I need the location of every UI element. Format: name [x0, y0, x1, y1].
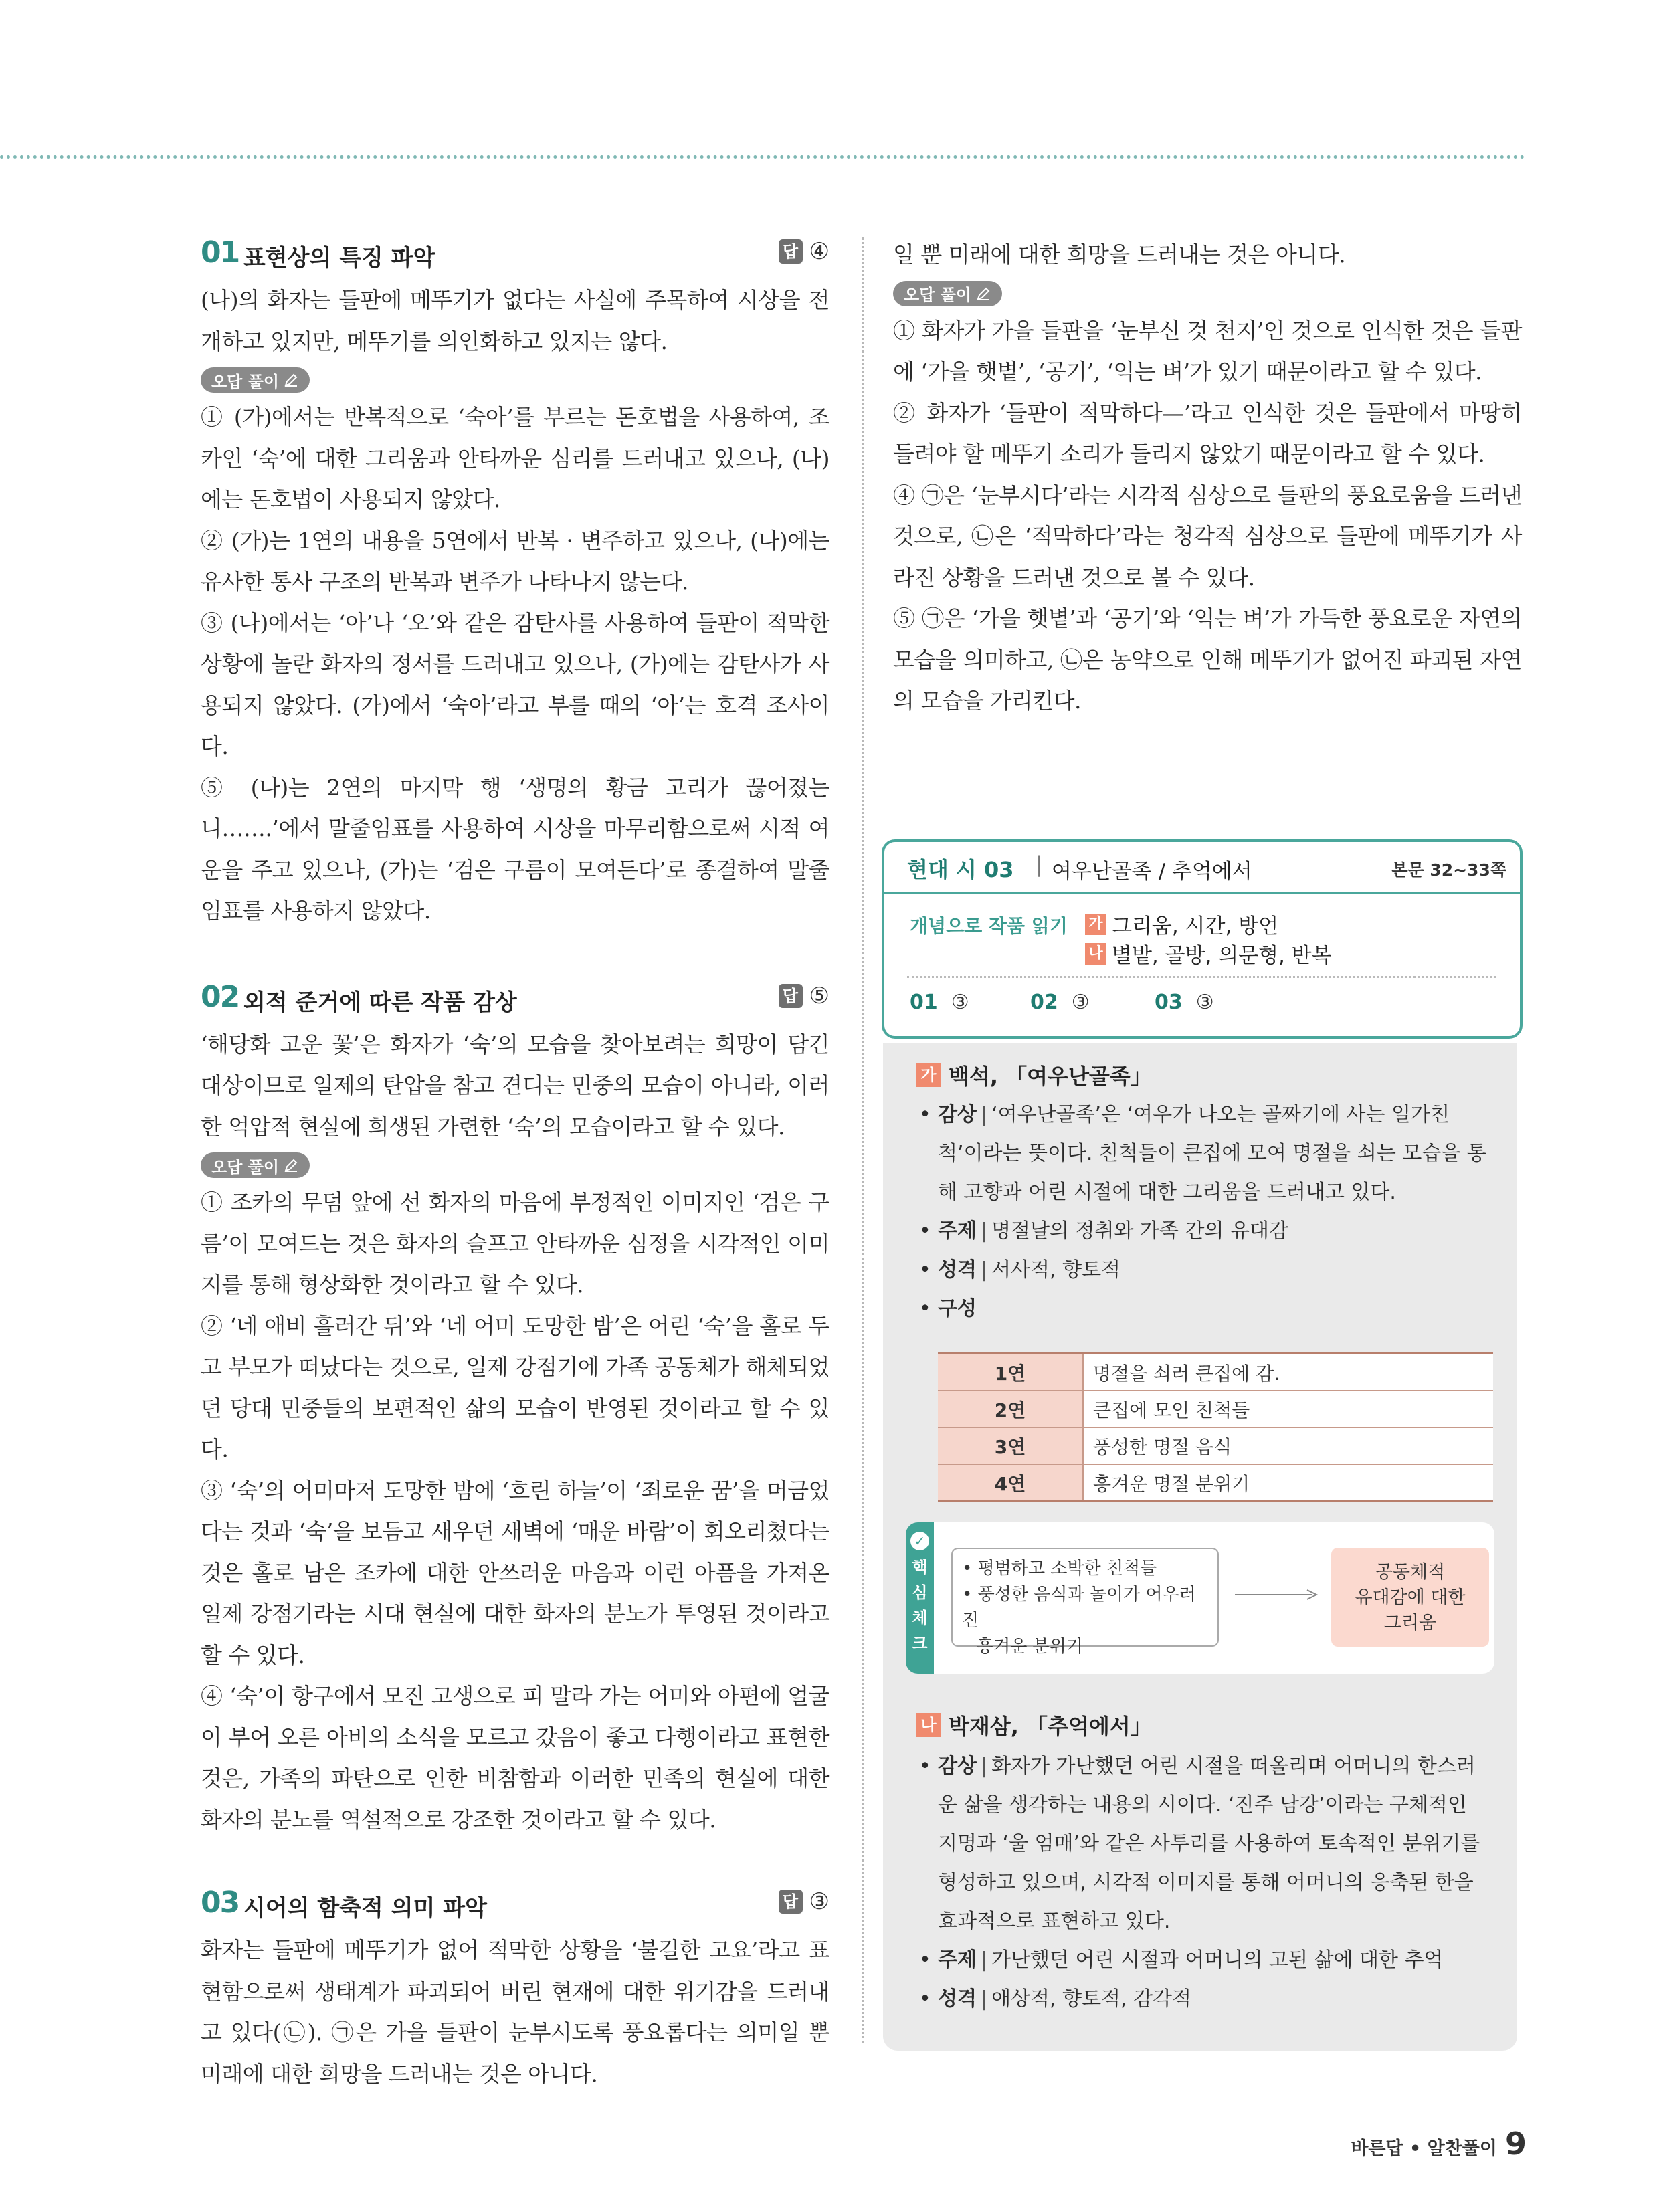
- bullet-text: ‘여우난골족’은 ‘여우가 나오는 골짜기에 사는 일가친척’이라는 뜻이다. 친척들이 큰집에 모여 명절을 쇠는 모습을 통해 고향과 어린 시절에 대한 그리움을 드러내고 있다.: [938, 1103, 1486, 1204]
- answer-num: 01: [910, 991, 938, 1014]
- q1-answer: [779, 238, 830, 265]
- bullet-key: 성격: [938, 1258, 977, 1282]
- concept-row-b: [1085, 938, 1332, 969]
- stanza-content: 풍성한 명절 음식: [1083, 1427, 1493, 1464]
- panel-separator: |: [1036, 851, 1043, 877]
- answer-num: 02: [1030, 991, 1058, 1014]
- q3-answer-value: ③: [809, 1888, 830, 1915]
- q3-wrong-2: ② 화자가 ‘들판이 적막하다—’라고 인식한 것은 들판에서 마땅히 들려야 할 메뚜기 소리가 들리지 않았기 때문이라고 할 수 있다.: [893, 399, 1522, 467]
- poem-b-theme: • 주제 | 가난했던 어린 시절과 어머니의 고된 삶에 대한 추억: [919, 1948, 1444, 1972]
- q1-title: 표현상의 특징 파악: [243, 245, 435, 272]
- q1-explanation: (나)의 화자는 들판에 메뚜기가 없다는 사실에 주목하여 시상을 전개하고 있지만, 메뚜기를 의인화하고 있지는 않다.: [201, 287, 830, 355]
- q2-wrong-1: ① 조카의 무덤 앞에 선 화자의 마음에 부정적인 이미지인 ‘검은 구름’이 모여드는 것은 화자의 슬프고 안타까운 심정을 시각적인 이미지를 통해 형상화한 것이라고 할 수 있다.: [201, 1189, 830, 1298]
- poem-b-title: 박재삼, 「추억에서」: [949, 1714, 1152, 1739]
- bullet-key: 감상: [938, 1103, 977, 1126]
- panel-answer-1: [910, 991, 969, 1014]
- concept-text-b: 별밭, 골방, 의문형, 반복: [1112, 944, 1332, 968]
- panel-title-bar: [884, 842, 1520, 894]
- q2-wrong-4: ④ ‘숙’이 항구에서 모진 고생으로 피 말라 가는 어미와 아편에 얼굴이 부어 오른 아비의 소식을 모르고 갔음이 좋고 다행이라고 표현한 것은, 가족의 파탄으로 인한 비참함과 이러한 민족의 현실에 대한 화자의 분노를 역설적으로 강조한 것이라고 할 수 있다.: [201, 1683, 830, 1833]
- panel-pages: 본문 32~33쪽: [1391, 860, 1506, 880]
- core-right-line: 유대감에 대한: [1355, 1587, 1466, 1608]
- bullet-text: 화자가 가난했던 어린 시절을 떠올리며 어머니의 한스러운 삶을 생각하는 내용의 시이다. ‘진주 남강’이라는 구체적인 지명과 ‘울 엄매’와 같은 사투리를 사용하여 토속적인 분위기를 형성하고 있으며, 시각적 이미지를 통해 어머니의 응축된 한을 효과적으로 표현하고 있다.: [938, 1754, 1480, 1933]
- answer-badge: 답: [779, 239, 803, 264]
- wrong-answer-label: 오답 풀이: [211, 1157, 280, 1177]
- q1-wrong-3: ③ (나)에서는 ‘아’나 ‘오’와 같은 감탄사를 사용하여 들판이 적막한 상황에 놀란 화자의 정서를 드러내고 있으나, (가)에는 감탄사가 사용되지 않았다. (가)에서 ‘숙아’라고 부를 때의 ‘아’는 호격 조사이다.: [201, 609, 830, 759]
- wrong-answer-badge: [893, 281, 1002, 306]
- panel-poems: 여우난골족 / 추억에서: [1052, 860, 1252, 884]
- q1-answer-value: ④: [809, 238, 830, 265]
- panel-label: 현대 시 03: [907, 857, 1014, 882]
- stanza-label: 2연: [938, 1391, 1083, 1427]
- q2-answer-value: ⑤: [809, 982, 830, 1009]
- core-check-box: [906, 1522, 1494, 1674]
- q3-wrong-1: ① 화자가 가을 들판을 ‘눈부신 것 천지’인 것으로 인식한 것은 들판에 ‘가을 햇볕’, ‘공기’, ‘익는 벼’가 있기 때문이라고 할 수 있다.: [893, 317, 1522, 385]
- q3-title: 시어의 함축적 의미 파악: [243, 1895, 487, 1922]
- panel-answer-2: [1030, 991, 1090, 1014]
- tag-na: 나: [1085, 943, 1106, 965]
- panel-divider: [907, 976, 1496, 978]
- pencil-icon: [283, 1157, 299, 1173]
- stanza-label: 4연: [938, 1464, 1083, 1502]
- poem-b-appreciation: • 감상 | 화자가 가난했던 어린 시절을 떠올리며 어머니의 한스러운 삶을 생각하는 내용의 시이다. ‘진주 남강’이라는 구체적인 지명과 ‘울 엄매’와 같은 사투리를 사용하여 토속적인 분위기를 형성하고 있으며, 시각적 이미지를 통해 어머니의 응축된 한을 효과적으로 표현하고 있다.: [919, 1754, 1480, 1933]
- core-left-line: 흥겨운 분위기: [977, 1637, 1083, 1657]
- page-footer: [1351, 2126, 1527, 2162]
- right-column: [893, 234, 1522, 722]
- page-number: 9: [1504, 2126, 1527, 2162]
- core-check-label: [906, 1522, 934, 1674]
- stanza-content: 명절을 쇠러 큰집에 감.: [1083, 1354, 1493, 1391]
- q3-number: 03: [201, 1886, 239, 1920]
- footer-title: 바른답 • 알찬풀이: [1351, 2138, 1497, 2159]
- core-label-char: 핵: [912, 1558, 928, 1577]
- q3-explanation-continued: 일 뿐 미래에 대한 희망을 드러내는 것은 아니다.: [893, 241, 1346, 268]
- q2-explanation: ‘해당화 고운 꽃’은 화자가 ‘숙’의 모습을 찾아보려는 희망이 담긴 대상이므로 일제의 탄압을 참고 견디는 민중의 모습이 아니라, 이러한 억압적 현실에 희생된 가련한 ‘숙’의 모습이라고 할 수 있다.: [201, 1031, 830, 1140]
- pencil-icon: [975, 286, 991, 302]
- core-label-char: 크: [912, 1634, 928, 1653]
- core-left-line: • 평범하고 소박한 친척들: [962, 1559, 1157, 1579]
- bullet-text: 애상적, 향토적, 감각적: [991, 1987, 1192, 2011]
- stanza-content: 큰집에 모인 친척들: [1083, 1391, 1493, 1427]
- table-row: [938, 1391, 1493, 1427]
- core-right-box: [1331, 1548, 1489, 1647]
- poem-a-theme: • 주제 | 명절날의 정취와 가족 간의 유대감: [919, 1219, 1288, 1243]
- q1-wrong-2: ② (가)는 1연의 내용을 5연에서 반복 · 변주하고 있으나, (나)에는 유사한 통사 구조의 반복과 변주가 나타나지 않는다.: [201, 527, 830, 595]
- q3-explanation: 화자는 들판에 메뚜기가 없어 적막한 상황을 ‘불길한 고요’라고 표현함으로써 생태계가 파괴되어 버린 현재에 대한 위기감을 드러내고 있다(㉡). ㉠은 가을 들판이 눈부시도록 풍요롭다는 의미일 뿐 미래에 대한 희망을 드러내는 것은 아니다.: [201, 1937, 830, 2087]
- tag-ga: 가: [1085, 914, 1106, 935]
- bullet-key: 구성: [938, 1297, 977, 1320]
- structure-table: [938, 1352, 1493, 1502]
- q3-answer: [779, 1888, 830, 1915]
- panel-answer-3: [1155, 991, 1214, 1014]
- core-label-char: 체: [912, 1609, 928, 1627]
- bullet-key: 주제: [938, 1948, 977, 1972]
- answer-val: ③: [951, 991, 969, 1014]
- poem-a-bullets: [916, 1096, 1492, 1328]
- poem-a-header: [916, 1060, 1152, 1090]
- q1-header: [201, 234, 830, 280]
- concept-text-a: 그리움, 시간, 방언: [1112, 914, 1279, 938]
- answer-badge: 답: [779, 1890, 803, 1914]
- core-right-line: 공동체적: [1375, 1562, 1446, 1583]
- q1-number: 01: [201, 235, 239, 270]
- answer-num: 03: [1155, 991, 1183, 1014]
- q2-wrong-3: ③ ‘숙’의 어미마저 도망한 밤에 ‘흐린 하늘’이 ‘죄로운 꿈’을 머금었다는 것과 ‘숙’을 보듬고 새우던 새벽에 ‘매운 바람’이 회오리쳤다는 것은 홀로 남은 조카에 대한 안쓰러운 마음과 이런 아픔을 가져온 일제 강점기라는 시대 현실에 대한 화자의 분노가 투영된 것이라고 할 수 있다.: [201, 1477, 830, 1668]
- bullet-text: 서사적, 향토적: [991, 1258, 1121, 1282]
- pencil-icon: [283, 372, 299, 388]
- answer-val: ③: [1071, 991, 1090, 1014]
- answer-val: ③: [1195, 991, 1214, 1014]
- core-left-line: • 풍성한 음식과 놀이가 어우러진: [962, 1585, 1196, 1631]
- poem-b-header: [916, 1710, 1152, 1740]
- wrong-answer-label: 오답 풀이: [211, 372, 280, 391]
- work-info-panel: [882, 839, 1523, 1039]
- poem-summary-box: [883, 1043, 1517, 2051]
- poem-a-appreciation: • 감상 | ‘여우난골족’은 ‘여우가 나오는 골짜기에 사는 일가친척’이라는 뜻이다. 친척들이 큰집에 모여 명절을 쇠는 모습을 통해 고향과 어린 시절에 대한 그리움을 드러내고 있다.: [919, 1103, 1486, 1204]
- table-row: [938, 1427, 1493, 1464]
- q1-wrong-5: ⑤ (나)는 2연의 마지막 행 ‘생명의 황금 고리가 끊어졌는니…….’에서 말줄임표를 사용하여 시상을 마무리함으로써 시적 여운을 주고 있으나, (가)는 ‘검은 구름이 모여든다’로 종결하여 말줄임표를 사용하지 않았다.: [201, 774, 830, 924]
- concept-label: 개념으로 작품 읽기: [910, 915, 1068, 937]
- wrong-answer-label: 오답 풀이: [904, 286, 972, 304]
- wrong-answer-badge: [201, 367, 310, 393]
- column-divider: [862, 237, 864, 2043]
- table-row: [938, 1354, 1493, 1391]
- q3-wrong-5: ⑤ ㉠은 ‘가을 햇볕’과 ‘공기’와 ‘익는 벼’가 가득한 풍요로운 자연의 모습을 의미하고, ㉡은 농약으로 인해 메뚜기가 없어진 파괴된 자연의 모습을 가리킨다.: [893, 605, 1522, 714]
- tag-ga: 가: [916, 1063, 941, 1087]
- tag-na: 나: [916, 1713, 941, 1737]
- check-icon: ✓: [910, 1532, 929, 1550]
- q2-header: [201, 979, 830, 1024]
- poem-a-title: 백석, 「여우난골족」: [949, 1064, 1152, 1089]
- top-dotted-rule: [0, 155, 1525, 159]
- arrow-right-icon: [1234, 1587, 1321, 1603]
- wrong-answer-badge: [201, 1152, 310, 1178]
- q2-title: 외적 준거에 따른 작품 감상: [243, 989, 517, 1016]
- table-row: [938, 1464, 1493, 1502]
- bullet-key: 성격: [938, 1987, 977, 2011]
- q2-number: 02: [201, 979, 239, 1014]
- poem-b-bullets: [916, 1747, 1492, 2019]
- stanza-content: 흥겨운 명절 분위기: [1083, 1464, 1493, 1502]
- core-right-line: 그리움: [1383, 1613, 1437, 1633]
- core-left-box: [951, 1548, 1219, 1657]
- bullet-text: 가난했던 어린 시절과 어머니의 고된 삶에 대한 추억: [991, 1948, 1444, 1972]
- stanza-label: 3연: [938, 1427, 1083, 1464]
- poem-a-structure-label: • 구성: [919, 1297, 977, 1320]
- answer-badge: 답: [779, 984, 803, 1008]
- left-column: [201, 234, 830, 2087]
- poem-a-character: • 성격 | 서사적, 향토적: [919, 1258, 1121, 1282]
- core-label-char: 심: [912, 1583, 928, 1602]
- stanza-label: 1연: [938, 1354, 1083, 1391]
- q3-wrong-4: ④ ㉠은 ‘눈부시다’라는 시각적 심상으로 들판의 풍요로움을 드러낸 것으로, ㉡은 ‘적막하다’라는 청각적 심상으로 들판에 메뚜기가 사라진 상황을 드러낸 것으로 볼 수 있다.: [893, 482, 1522, 591]
- concept-row-a: [1085, 909, 1278, 939]
- q1-wrong-1: ① (가)에서는 반복적으로 ‘숙아’를 부르는 돈호법을 사용하여, 조카인 ‘숙’에 대한 그리움과 안타까운 심리를 드러내고 있으나, (나)에는 돈호법이 사용되지 않았다.: [201, 404, 830, 512]
- q2-answer: [779, 983, 830, 1009]
- q2-wrong-2: ② ‘네 애비 흘러간 뒤’와 ‘네 어미 도망한 밤’은 어린 ‘숙’을 홀로 두고 부모가 떠났다는 것으로, 일제 강점기에 가족 공동체가 해체되었던 당대 민중들의 보편적인 삶의 모습이 반영된 것이라고 할 수 있다.: [201, 1312, 830, 1462]
- bullet-key: 주제: [938, 1219, 977, 1243]
- q3-header: [201, 1884, 830, 1930]
- bullet-key: 감상: [938, 1754, 977, 1778]
- bullet-text: 명절날의 정취와 가족 간의 유대감: [991, 1219, 1288, 1243]
- poem-b-character: • 성격 | 애상적, 향토적, 감각적: [919, 1987, 1192, 2011]
